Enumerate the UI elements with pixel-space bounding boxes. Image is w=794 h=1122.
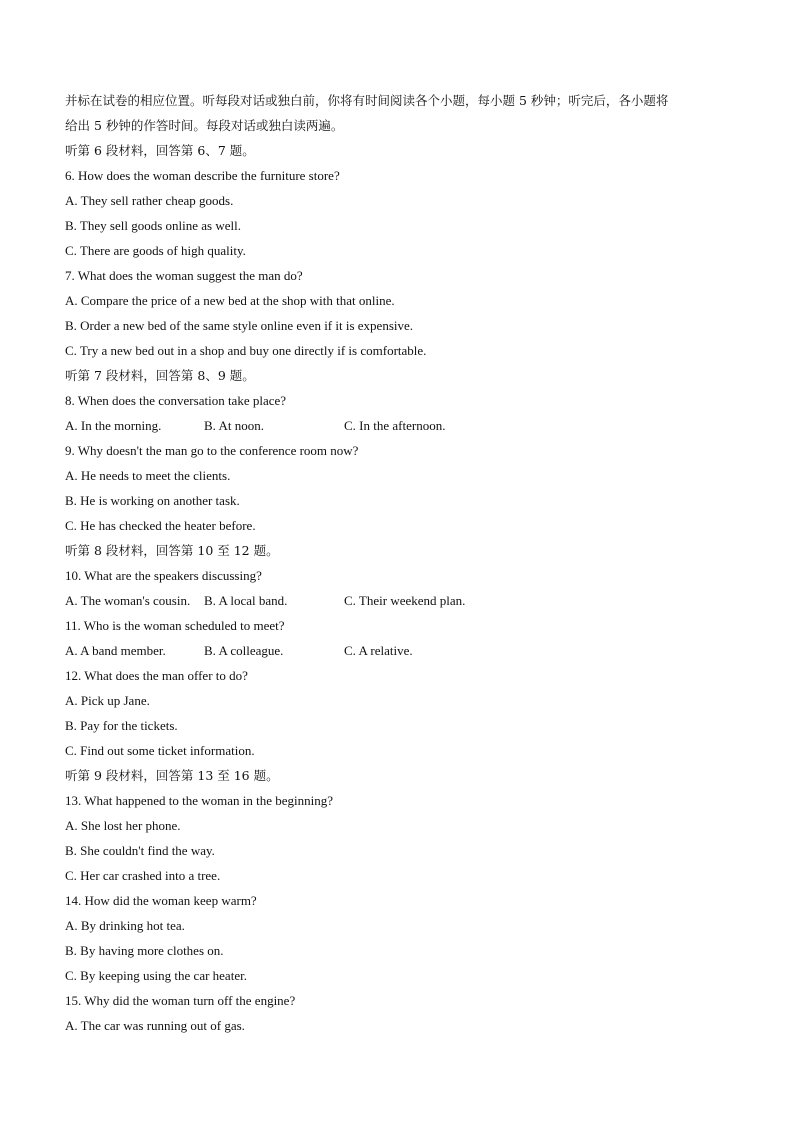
question-7-option-b: B. Order a new bed of the same style online even if it is expensive. — [65, 318, 414, 333]
question-9-option-b: B. He is working on another task. — [65, 493, 240, 508]
question-14-option-c: C. By keeping using the car heater. — [65, 968, 247, 983]
question-6-option-b: B. They sell goods online as well. — [65, 218, 241, 233]
question-11-option-a: A. A band member. — [65, 643, 166, 658]
question-7-option-c: C. Try a new bed out in a shop and buy one directly if is comfortable. — [65, 343, 427, 358]
question-9-option-c: C. He has checked the heater before. — [65, 518, 256, 533]
question-14-option-a: A. By drinking hot tea. — [65, 918, 185, 933]
question-8-option-b: B. At noon. — [204, 418, 264, 433]
question-13-option-c: C. Her car crashed into a tree. — [65, 868, 221, 883]
exam-page — [65, 88, 735, 1038]
question-10-option-b: B. A local band. — [204, 593, 288, 608]
section-heading-6: 听第 6 段材料，回答第 6、7 题。 — [65, 143, 255, 158]
question-7-option-a: A. Compare the price of a new bed at the shop with that online. — [65, 293, 395, 308]
question-11-option-c: C. A relative. — [344, 643, 413, 658]
question-9-option-a: A. He needs to meet the clients. — [65, 468, 231, 483]
question-11-stem: 11. Who is the woman scheduled to meet? — [65, 618, 285, 633]
question-13-stem: 13. What happened to the woman in the beginning? — [65, 793, 333, 808]
question-6-stem: 6. How does the woman describe the furniture store? — [65, 168, 340, 183]
question-6-option-a: A. They sell rather cheap goods. — [65, 193, 234, 208]
question-15-option-a: A. The car was running out of gas. — [65, 1018, 245, 1033]
question-14-stem: 14. How did the woman keep warm? — [65, 893, 257, 908]
question-7-stem: 7. What does the woman suggest the man do? — [65, 268, 303, 283]
question-10-options — [65, 588, 735, 613]
instructions-line-1: 并标在试卷的相应位置。听每段对话或独白前，你将有时间阅读各个小题，每小题 5 秒钟；听完后，各小题将 — [65, 93, 669, 108]
question-8-option-a: A. In the morning. — [65, 418, 162, 433]
question-13-option-b: B. She couldn't find the way. — [65, 843, 215, 858]
question-12-option-b: B. Pay for the tickets. — [65, 718, 178, 733]
question-11-options — [65, 638, 735, 663]
question-11-option-b: B. A colleague. — [204, 643, 284, 658]
question-14-option-b: B. By having more clothes on. — [65, 943, 224, 958]
question-9-stem: 9. Why doesn't the man go to the conference room now? — [65, 443, 359, 458]
question-6-option-c: C. There are goods of high quality. — [65, 243, 246, 258]
section-heading-7: 听第 7 段材料，回答第 8、9 题。 — [65, 368, 255, 383]
question-10-option-a: A. The woman's cousin. — [65, 593, 191, 608]
question-10-stem: 10. What are the speakers discussing? — [65, 568, 262, 583]
question-8-option-c: C. In the afternoon. — [344, 418, 446, 433]
question-12-option-a: A. Pick up Jane. — [65, 693, 150, 708]
question-13-option-a: A. She lost her phone. — [65, 818, 181, 833]
question-12-stem: 12. What does the man offer to do? — [65, 668, 248, 683]
question-12-option-c: C. Find out some ticket information. — [65, 743, 255, 758]
section-heading-9: 听第 9 段材料，回答第 13 至 16 题。 — [65, 768, 279, 783]
question-15-stem: 15. Why did the woman turn off the engine? — [65, 993, 296, 1008]
question-8-stem: 8. When does the conversation take place? — [65, 393, 287, 408]
question-10-option-c: C. Their weekend plan. — [344, 593, 466, 608]
instructions-line-2: 给出 5 秒钟的作答时间。每段对话或独白读两遍。 — [65, 118, 344, 133]
question-8-options — [65, 413, 735, 438]
section-heading-8: 听第 8 段材料，回答第 10 至 12 题。 — [65, 543, 279, 558]
